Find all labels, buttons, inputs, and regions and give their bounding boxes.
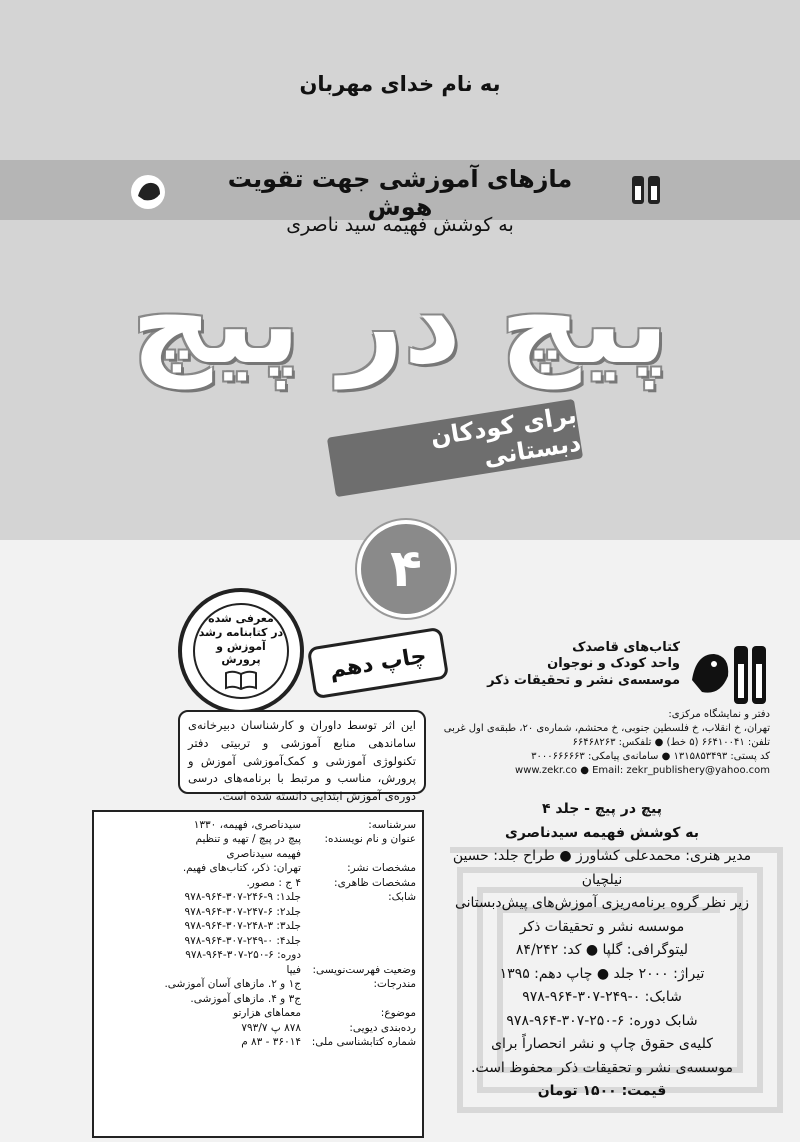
catalog-label: مندرجات: xyxy=(373,978,416,991)
catalog-value: جلد۳: ۳-۲۴۸-۳۰۷-۹۶۴-۹۷۸ xyxy=(184,920,301,933)
credit-line: موسسه‌ی نشر و تحقیقات ذکر محفوظ است. xyxy=(471,1059,733,1076)
catalog-row xyxy=(100,1035,416,1049)
catalog-value: تهران: ذکر، کتاب‌های فهیم. xyxy=(182,862,301,875)
catalog-row xyxy=(100,977,416,991)
contact-line: تهران، خ انقلاب، خ فلسطین جنوبی، خ محتشم، شماره‌ی ۲۰، طبقه‌ی اول غربی xyxy=(443,723,770,734)
credits-block xyxy=(432,798,772,1104)
contact-line: دفتر و نمایشگاه مرکزی: xyxy=(668,709,770,720)
catalog-box xyxy=(92,810,424,1138)
catalog-row xyxy=(100,847,416,861)
seal-line: معرفی شده xyxy=(208,612,274,625)
volume-number: ۴ xyxy=(357,520,455,618)
catalog-value: جلد۴: ۰-۲۴۹-۳۰۷-۹۶۴-۹۷۸ xyxy=(184,934,301,947)
catalog-label xyxy=(301,905,416,919)
credit-line: لیتوگرافی: گلپا ● کد: ۸۴/۲۴۲ xyxy=(515,942,689,959)
catalog-value: ج۱ و ۲. مازهای آسان آموزشی. xyxy=(164,978,301,991)
catalog-row xyxy=(100,818,416,832)
catalog-label: سرشناسه: xyxy=(368,819,416,831)
catalog-label: وضعیت فهرست‌نویسی: xyxy=(312,963,416,976)
catalog-label xyxy=(301,992,416,1006)
credit-line: زیر نظر گروه برنامه‌ریزی آموزش‌های پیش‌دبستانی xyxy=(454,895,750,912)
catalog-row xyxy=(100,876,416,890)
credit-line: کلیه‌ی حقوق چاپ و نشر انحصاراً برای xyxy=(491,1036,713,1053)
catalog-row xyxy=(100,992,416,1006)
publisher-contact xyxy=(430,708,770,778)
catalog-value: ۳۶۰۱۴ - ۸۳ م xyxy=(241,1036,301,1049)
series-title: مازهای آموزشی جهت تقویت هوش xyxy=(227,165,573,221)
catalog-row xyxy=(100,1021,416,1035)
catalog-label xyxy=(301,948,416,962)
catalog-value: ۸۷۸ پ ۷۹۳/۷ xyxy=(241,1021,301,1034)
catalog-value: جلد۲: ۶-۲۴۷-۳۰۷-۹۶۴-۹۷۸ xyxy=(184,905,301,918)
catalog-label: شماره کتابشناسی ملی: xyxy=(311,1036,416,1049)
catalog-label xyxy=(301,847,416,861)
author-credit: به کوشش فهیمه سید ناصری xyxy=(286,214,514,236)
catalog-value: فیپا xyxy=(286,963,301,976)
publisher-line: کتاب‌های قاصدک xyxy=(572,640,680,655)
catalog-row xyxy=(100,905,416,919)
contact-line: تلفن: ۶۶۴۱۰۰۴۱ (۵ خط) ● تلفکس: ۶۶۴۶۸۲۶۳ xyxy=(572,737,770,748)
seal-line: آموزش و پرورش xyxy=(216,639,266,667)
book-subtitle: برای کودکان دبستانی xyxy=(327,399,583,497)
credit-line: موسسه نشر و تحقیقات ذکر xyxy=(519,918,685,935)
catalog-row xyxy=(100,963,416,977)
catalog-row xyxy=(100,890,416,904)
price: قیمت: ۱۵۰۰ تومان xyxy=(537,1083,667,1100)
catalog-label: موضوع: xyxy=(380,1007,416,1020)
publisher-logo-icon xyxy=(690,640,770,710)
edition-badge: چاپ دهم xyxy=(307,627,449,700)
catalog-row xyxy=(100,861,416,875)
catalog-row xyxy=(100,919,416,933)
credit-line: شابک: ۰-۲۴۹-۳۰۷-۹۶۴-۹۷۸ xyxy=(522,989,682,1006)
catalog-label: مشخصات نشر: xyxy=(347,862,416,875)
bird-logo-icon xyxy=(130,174,166,210)
publisher-line: موسسه‌ی نشر و تحقیقات ذکر xyxy=(487,672,680,688)
seal-line: در کتابنامه رشد xyxy=(198,625,284,639)
catalog-value: فهیمه سیدناصری xyxy=(226,847,301,860)
credit-line: مدیر هنری: محمدعلی کشاورز ● طراح جلد: حسین نیلچیان xyxy=(452,848,752,888)
catalog-value: سیدناصری، فهیمه، ۱۳۳۰ xyxy=(193,819,301,831)
credit-title: پیچ در پیچ - جلد ۴ xyxy=(542,801,662,817)
catalog-label xyxy=(301,919,416,933)
contact-line: کد پستی: ۱۳۱۵۸۵۳۴۹۳ ● سامانه‌ی پیامکی: ۳۰۰۰۶۶۶۶۶۳ xyxy=(531,751,770,762)
open-book-icon xyxy=(224,670,258,690)
publisher-line: واحد کودک و نوجوان xyxy=(547,656,680,672)
header-title: به نام خدای مهربان xyxy=(299,72,501,96)
credit-author: به کوشش فهیمه سیدناصری xyxy=(505,824,699,841)
book-title: پیچ در پیچ xyxy=(131,259,669,389)
catalog-value: ۴ ج : مصور. xyxy=(246,876,301,889)
catalog-value: معماهای هزارتو xyxy=(233,1007,301,1020)
catalog-row xyxy=(100,1006,416,1020)
catalog-row xyxy=(100,934,416,948)
catalog-label: عنوان و نام نویسنده: xyxy=(324,833,416,846)
contact-line: www.zekr.co ● Email: zekr_publishery@yahoo.com xyxy=(515,765,770,776)
credit-line: تیراژ: ۲۰۰۰ جلد ● چاپ دهم: ۱۳۹۵ xyxy=(499,965,705,982)
credit-line: شابک دوره: ۶-۲۵۰-۳۰۷-۹۶۴-۹۷۸ xyxy=(506,1012,698,1029)
catalog-value: ج۳ و ۴. مازهای آموزشی. xyxy=(190,992,301,1005)
catalog-value: دوره: ۶-۲۵۰-۳۰۷-۹۶۴-۹۷۸ xyxy=(185,949,301,962)
catalog-row xyxy=(100,832,416,846)
catalog-row xyxy=(100,948,416,962)
approval-seal xyxy=(178,588,304,714)
approval-notice: این اثر توسط داوران و کارشناسان دبیرخانه‌ی ساماندهی منابع آموزشی و تربیتی دفتر تکنولوژی آموزشی و کمک‌آموزشی آموزش و پرورش، مناسب و مرتبط با برنامه‌های درسی دوره‌ی آموزش ابتدایی دانسته شده است. xyxy=(178,710,426,794)
catalog-label xyxy=(301,934,416,948)
catalog-value: پیچ در پیچ / تهیه و تنظیم xyxy=(195,833,301,846)
catalog-label: شابک: xyxy=(388,891,416,904)
catalog-label: مشخصات ظاهری: xyxy=(334,876,416,889)
publisher-logo-icon xyxy=(630,172,666,208)
catalog-value: جلد۱: ۹-۲۴۶-۳۰۷-۹۶۴-۹۷۸ xyxy=(184,891,301,904)
catalog-label: رده‌بندی دیویی: xyxy=(349,1021,416,1034)
